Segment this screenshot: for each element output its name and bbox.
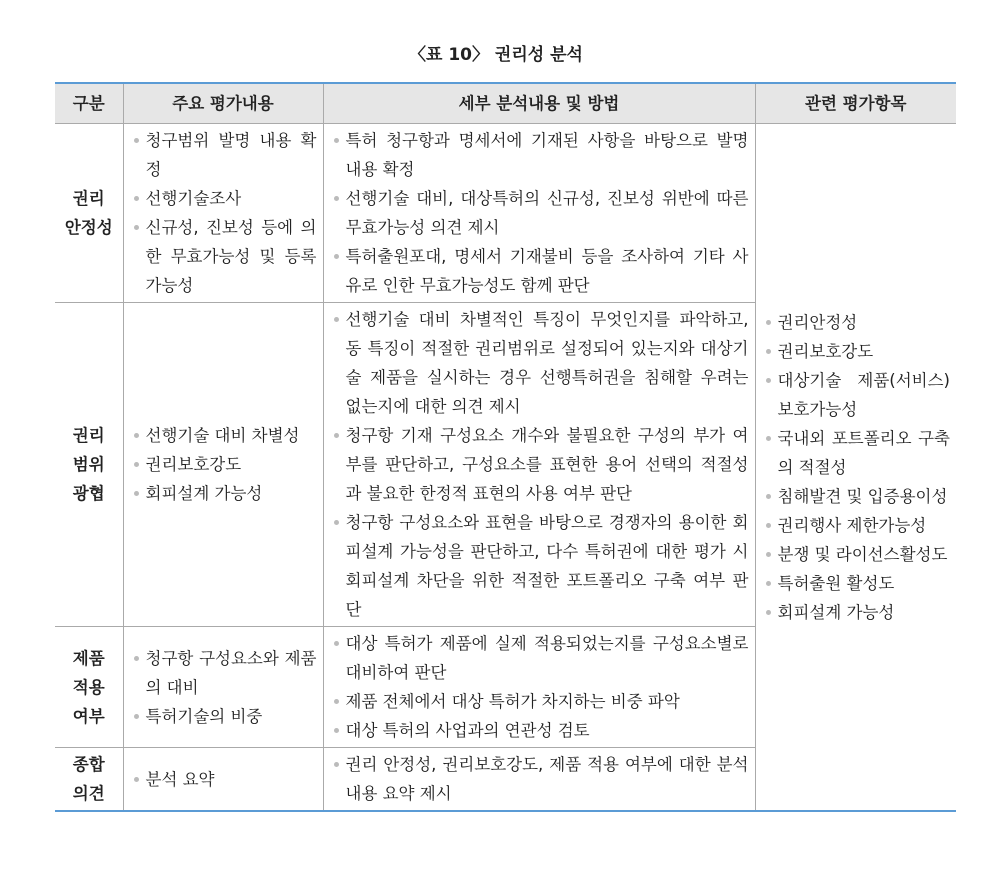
main-content-item: 선행기술 대비 차별성 [130,421,317,450]
main-content-cell [123,627,323,748]
detail-item: 권리 안정성, 권리보호강도, 제품 적용 여부에 대한 분석 내용 요약 제시 [330,750,749,808]
header-main: 주요 평가내용 [123,83,323,124]
main-content-list [130,126,317,300]
detail-item: 특허 청구항과 명세서에 기재된 사항을 바탕으로 발명 내용 확정 [330,126,749,184]
related-item-item: 권리행사 제한가능성 [762,511,951,540]
detail-item: 선행기술 대비, 대상특허의 신규성, 진보성 위반에 따른 무효가능성 의견 제시 [330,184,749,242]
main-content-cell [123,124,323,303]
main-content-item: 회피설계 가능성 [130,479,317,508]
main-content-item: 신규성, 진보성 등에 의한 무효가능성 및 등록가능성 [130,213,317,300]
main-content-list [130,421,317,508]
related-item-item: 분쟁 및 라이선스활성도 [762,540,951,569]
rights-analysis-table [55,82,956,812]
related-item-item: 회피설계 가능성 [762,598,951,627]
main-content-cell [123,303,323,627]
main-content-item: 청구항 구성요소와 제품의 대비 [130,644,317,702]
related-item-item: 권리보호강도 [762,337,951,366]
related-item-item: 대상기술 제품(서비스) 보호가능성 [762,366,951,424]
header-related: 관련 평가항목 [755,83,956,124]
detail-item: 선행기술 대비 차별적인 특징이 무엇인지를 파악하고, 동 특징이 적절한 권리범위로 설정되어 있는지와 대상기술 제품을 실시하는 경우 선행특허권을 침해할 우려는 없는지에 대한 의견 제시 [330,305,749,421]
detail-cell [323,124,755,303]
related-item-item: 국내외 포트폴리오 구축의 적절성 [762,424,951,482]
detail-item: 대상 특허의 사업과의 연관성 검토 [330,716,749,745]
main-content-item: 권리보호강도 [130,450,317,479]
related-items-cell [755,124,956,812]
category-cell: 종합 의견 [55,748,123,812]
table-row [55,124,956,303]
main-content-item: 특허기술의 비중 [130,702,317,731]
detail-item: 대상 특허가 제품에 실제 적용되었는지를 구성요소별로 대비하여 판단 [330,629,749,687]
category-cell: 권리 안정성 [55,124,123,303]
detail-item: 청구항 구성요소와 표현을 바탕으로 경쟁자의 용이한 회피설계 가능성을 판단하고, 다수 특허권에 대한 평가 시 회피설계 차단을 위한 적절한 포트폴리오 구축 여부 판단 [330,508,749,624]
related-item-item: 권리안정성 [762,308,951,337]
detail-cell [323,627,755,748]
main-content-item: 분석 요약 [130,765,317,794]
header-category: 구분 [55,83,123,124]
main-content-item: 청구범위 발명 내용 확정 [130,126,317,184]
detail-list [330,305,749,624]
detail-item: 제품 전체에서 대상 특허가 차지하는 비중 파악 [330,687,749,716]
detail-cell [323,303,755,627]
related-item-list [762,308,951,627]
related-item-item: 특허출원 활성도 [762,569,951,598]
table-title: 〈표 10〉 권리성 분석 [409,45,583,65]
detail-item: 특허출원포대, 명세서 기재불비 등을 조사하여 기타 사유로 인한 무효가능성도 함께 판단 [330,242,749,300]
detail-item: 청구항 기재 구성요소 개수와 불필요한 구성의 부가 여부를 판단하고, 구성요소를 표현한 용어 선택의 적절성과 불요한 한정적 표현의 사용 여부 판단 [330,421,749,508]
detail-list [330,750,749,808]
header-detail: 세부 분석내용 및 방법 [323,83,755,124]
detail-list [330,126,749,300]
main-content-list [130,644,317,731]
detail-list [330,629,749,745]
related-item-item: 침해발견 및 입증용이성 [762,482,951,511]
main-content-list [130,765,317,794]
main-content-item: 선행기술조사 [130,184,317,213]
detail-cell [323,748,755,812]
main-content-cell [123,748,323,812]
category-cell: 권리 범위 광협 [55,303,123,627]
category-cell: 제품 적용 여부 [55,627,123,748]
